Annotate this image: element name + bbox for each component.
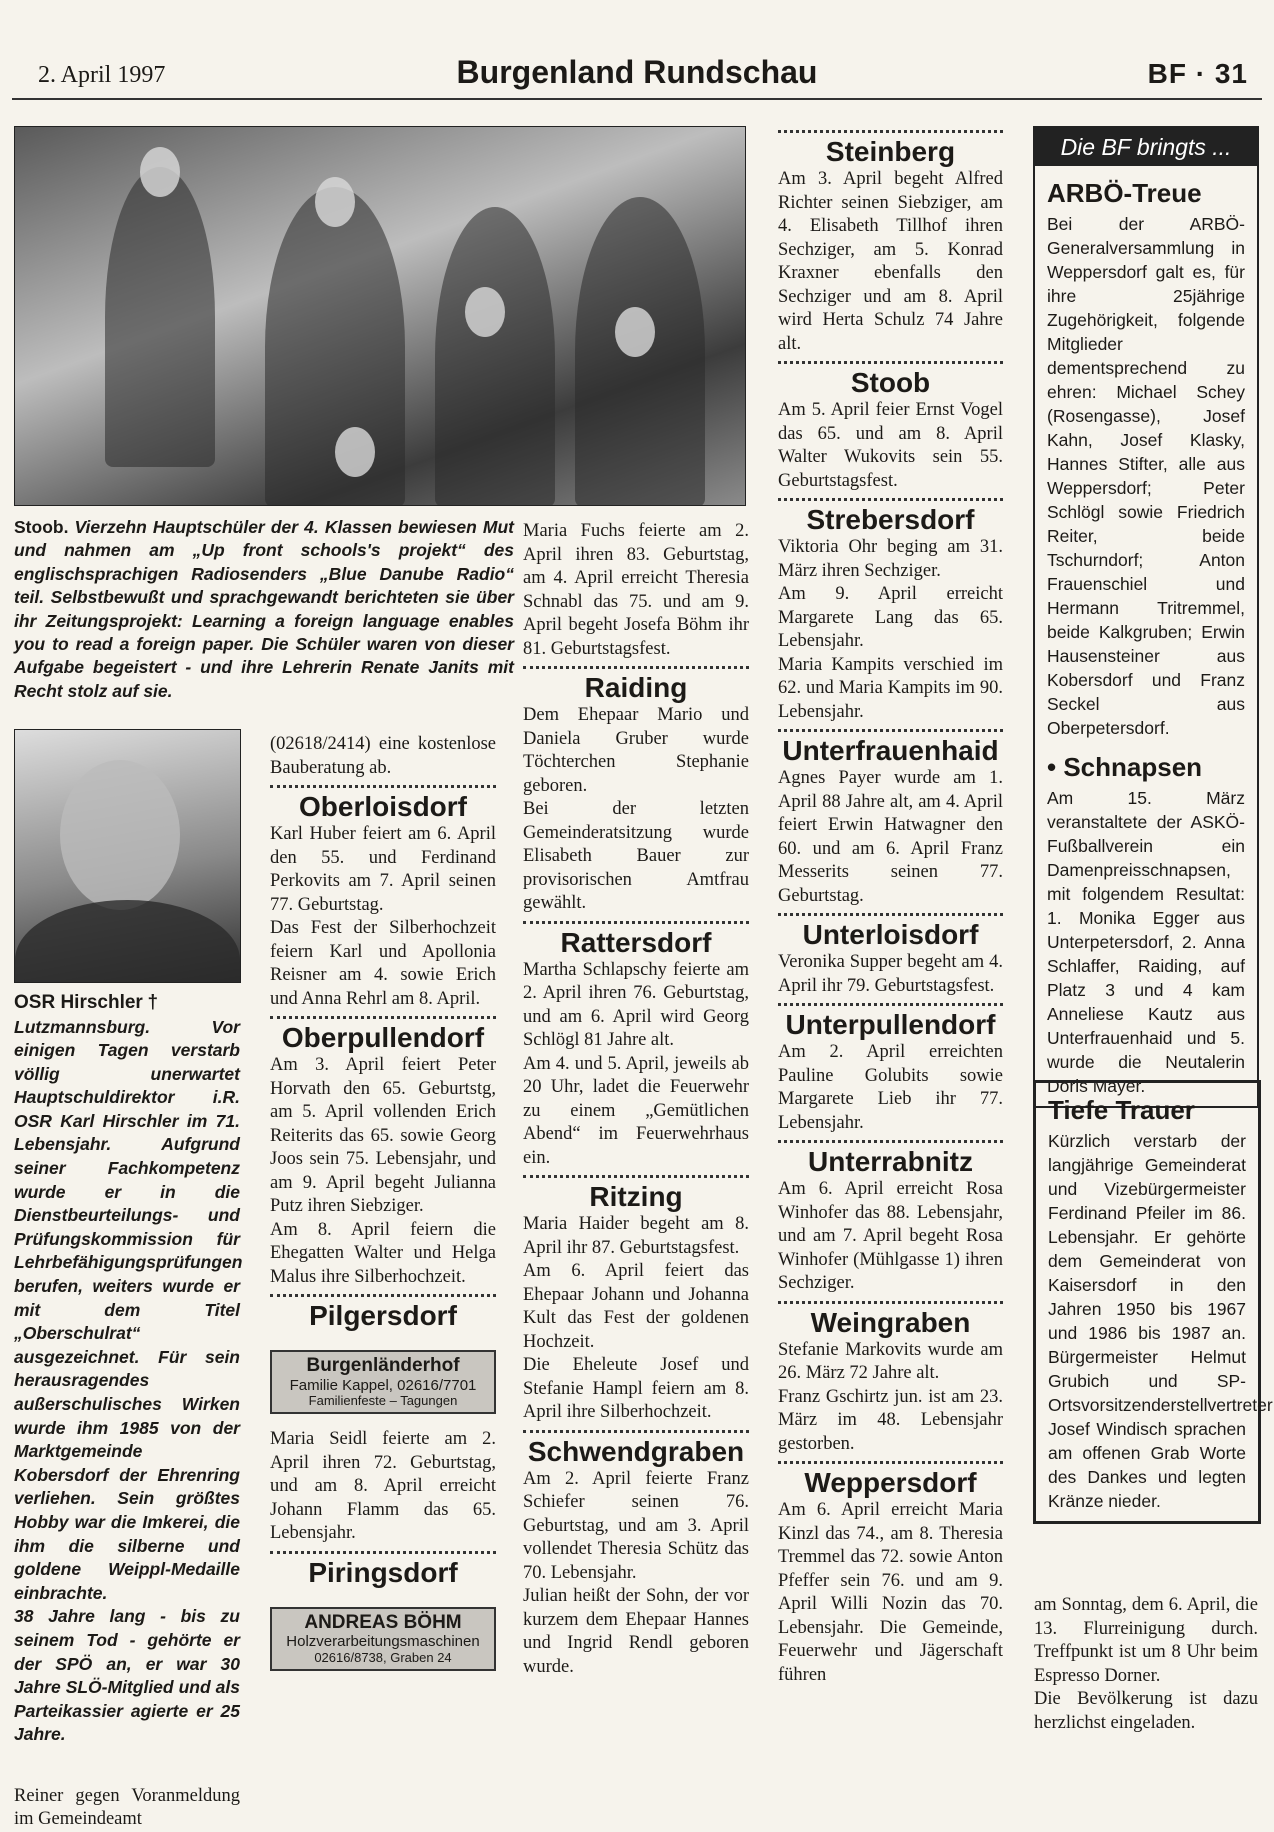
item-text: Am 15. März veranstaltete der ASKÖ-Fußballverein ein Damenpreisschnapsen, mit folgendem Resultat: 1. Monika Egger aus Unterpetersdorf, 2. Anna Schlaffer, Raiding, auf Platz 3 und 4 kam Anneliese Kautz aus Unterfrauenhaid und 5. wurde die Neutalerin Doris Mayer. (1047, 788, 1245, 1096)
section-title-weppersdorf: Weppersdorf (804, 1467, 977, 1498)
intro-paragraph: (02618/2414) eine kostenlose Bauberatung ab. (270, 734, 496, 778)
news-paragraph: Am 3. April begeht Alfred Richter seinen Siebziger, am 4. Elisabeth Tillhof ihren Sechziger, am 5. Konrad Kraxner ebenfalls den Sechziger und am 8. April wird Herta Schulz 74 Jahre alt. (778, 169, 1003, 354)
section-title-stoob: Stoob (850, 367, 931, 398)
dotted-separator (523, 1175, 749, 1178)
portrait-photo-hirschler (14, 729, 241, 983)
box-tiefe-trauer (1033, 1080, 1273, 1524)
trauer-body (1036, 1083, 1273, 1521)
item-title: • Schnapsen (1047, 752, 1203, 782)
section-title-pilgersdorf: Pilgersdorf (309, 1300, 457, 1331)
section-title-unterloisdorf: Unterloisdorf (802, 919, 979, 950)
ad-line: Familienfeste – Tagungen (308, 1393, 458, 1409)
photo-face (60, 760, 180, 910)
cross-icon: † (147, 992, 159, 1013)
photo-figure (15, 900, 240, 983)
dotted-separator (778, 1003, 1003, 1006)
news-paragraph: Am 6. April feiert das Ehepaar Johann und Johanna Kult das Fest der goldenen Hochzeit. (523, 1261, 749, 1352)
page-number: BF · 31 (1147, 58, 1248, 89)
newspaper-title: Burgenland Rundschau (456, 54, 818, 90)
news-paragraph: Am 6. April erreicht Rosa Winhofer das 88. Lebensjahr, und am 7. April begeht Rosa Winhofer (Mühlgasse 1) ihren Sechziger. (778, 1179, 1003, 1293)
ad-line: Familie Kappel, 02616/7701 (289, 1376, 477, 1394)
news-paragraph: Viktoria Ohr beging am 31. März ihren Sechziger. (778, 537, 1003, 581)
news-paragraph: Am 4. und 5. April, jeweils ab 20 Uhr, ladet die Feuerwehr zu einem „Gemütlichen Abend“ im Feuerwehrhaus ein. (523, 1053, 749, 1168)
dotted-separator (778, 498, 1003, 501)
section-title-steinberg: Steinberg (825, 136, 956, 167)
news-paragraph: Maria Kampits verschied im 62. und Maria Kampits im 90. Lebensjahr. (778, 654, 1003, 722)
column-3 (523, 520, 749, 1679)
column-4 (778, 125, 1003, 1687)
dotted-separator (778, 913, 1003, 916)
caption-text: Vierzehn Hauptschüler der 4. Klassen bewiesen Mut und nahmen am „Up front schools's projekt“ des englischsprachigen Radiosenders „Blue Danube Radio“ teil. Selbstbewußt und sprachgewandt berichteten sie über ihr Zeitungsprojekt: Learning a foreign language enables you to read a foreign paper. Die Schüler waren von dieser Aufgabe begeistert - und ihre Lehrerin Renate Janits mit Recht stolz auf sie. (14, 517, 514, 701)
dotted-separator (778, 1301, 1003, 1304)
dotted-separator (270, 785, 496, 788)
column-obituary (14, 992, 243, 1832)
obituary-title (14, 992, 240, 1016)
news-paragraph: Martha Schlapschy feierte am 2. April ihren 76. Geburtstag, und am 6. April wird Georg Schlögl 81 Jahre alt. (523, 959, 749, 1050)
dotted-separator (778, 1140, 1003, 1143)
section-title-unterrabnitz: Unterrabnitz (808, 1146, 973, 1177)
dotted-separator (523, 1430, 749, 1433)
photo-face (465, 287, 505, 337)
section-title-oberloisdorf: Oberloisdorf (298, 791, 467, 822)
dotted-separator (523, 921, 749, 924)
dotted-separator (778, 361, 1003, 364)
section-title-ritzing: Ritzing (589, 1181, 683, 1212)
news-paragraph: Das Fest der Silberhochzeit feiern Karl und Apollonia Reisner am 4. sowie Erich und Anna Rehrl am 8. April. (270, 918, 496, 1009)
obituary-continuation: Reiner gegen Voranmeldung im Gemeindeamt (14, 1785, 240, 1830)
section-title-unterfrauenhaid: Unterfrauenhaid (782, 735, 999, 766)
issue-date: 2. April 1997 (38, 62, 166, 88)
sidebar-box-header: Die BF bringts ... (1035, 128, 1257, 166)
item-title: ARBÖ-Treue (1047, 178, 1202, 208)
news-paragraph: Franz Gschirtz jun. ist am 23. März im 48. Lebensjahr gestorben. (778, 1386, 1003, 1454)
news-paragraph: Maria Seidl feierte am 2. April ihren 72. Geburtstag, und am 8. April erreicht Johann Flamm das 65. Lebensjahr. (270, 1429, 496, 1544)
section-title-piringsdorf: Piringsdorf (308, 1556, 458, 1588)
ad-line: Burgenländerhof (306, 1355, 460, 1376)
news-paragraph: Die Eheleute Josef und Stefanie Hampl feiern am 8. April ihre Silberhochzeit. (523, 1355, 749, 1422)
dotted-separator (778, 130, 1003, 133)
photo-figure (435, 207, 555, 506)
news-paragraph: Bei der letzten Gemeinderatsitzung wurde Elisabeth Bauer zur provisorischen Amtfrau gewählt. (523, 799, 749, 913)
dotted-separator (778, 729, 1003, 732)
dotted-separator (778, 1461, 1003, 1464)
news-paragraph: Julian heißt der Sohn, der vor kurzem dem Ehepaar Hannes und Ingrid Rendl geboren wurde. (523, 1586, 749, 1677)
group-photo-students (14, 126, 746, 506)
dotted-separator (270, 1551, 496, 1554)
caption-lead: Stoob. (14, 517, 69, 537)
news-paragraph: Am 5. April feier Ernst Vogel das 65. und am 8. April Walter Wukovits sein 55. Geburtstagsfest. (778, 400, 1003, 491)
intro-paragraph: Maria Fuchs feierte am 2. April ihren 83. Geburtstag, am 4. April erreicht Theresia Schnabl das 75. und am 9. April begeht Josefa Böhm ihr 81. Geburtstagsfest. (523, 521, 749, 659)
photo-figure (105, 167, 215, 467)
section-title-rattersdorf: Rattersdorf (560, 926, 712, 958)
ad-line: 02616/8738, Graben 24 (314, 1649, 452, 1665)
news-paragraph: Maria Haider begeht am 8. April ihr 87. Geburtstagsfest. (523, 1214, 749, 1258)
section-title-strebersdorf: Strebersdorf (806, 504, 975, 535)
sidebar-box-body (1035, 166, 1257, 1106)
continuation-paragraph: am Sonntag, dem 6. April, die 13. Flurreinigung durch. Treffpunkt ist um 8 Uhr beim Espresso Dorner. (1034, 1595, 1258, 1686)
column-5-continuation (1034, 1594, 1258, 1735)
continuation-paragraph: Die Bevölkerung ist dazu herzlichst eingeladen. (1034, 1689, 1258, 1733)
header-rule (12, 98, 1262, 100)
sidebar-box-bf-bringts (1033, 126, 1259, 1108)
news-paragraph: Agnes Payer wurde am 1. April 88 Jahre alt, am 4. April feiert Erwin Hatwagner den 60. und am 6. April Franz Messerits seinen 77. Geburtstag. (778, 768, 1003, 906)
section-title-oberpullendorf: Oberpullendorf (281, 1022, 485, 1053)
news-paragraph: Am 2. April erreichten Pauline Golubits sowie Margarete Lieb ihr 77. Lebensjahr. (778, 1042, 1003, 1133)
section-title-unterpullendorf: Unterpullendorf (785, 1009, 996, 1040)
dotted-separator (270, 1016, 496, 1019)
news-paragraph: Am 9. April erreicht Margarete Lang das 65. Lebensjahr. (778, 584, 1003, 651)
photo-face (140, 147, 180, 197)
section-title-schwendgraben: Schwendgraben (527, 1435, 745, 1467)
news-paragraph: Dem Ehepaar Mario und Daniela Gruber wurde Töchterchen Stephanie geboren. (523, 705, 749, 796)
column-2 (270, 733, 496, 1685)
dotted-separator (270, 1294, 496, 1297)
advertisement-piringsdorf (270, 1607, 496, 1671)
obituary-paragraph: 38 Jahre lang - bis zu seinem Tod - gehörte er der SPÖ an, er war 30 Jahre SLÖ-Mitglied und als Parteikassier agierte er 25 Jahre. (14, 1606, 240, 1745)
advertisement-pilgersdorf (270, 1350, 496, 1414)
news-paragraph: Am 8. April feiern die Ehegatten Walter und Helga Malus ihre Silberhochzeit. (270, 1219, 496, 1287)
section-title-weingraben: Weingraben (810, 1306, 971, 1338)
photo-face (315, 177, 355, 227)
ad-line: Holzverarbeitungsmaschinen (286, 1633, 480, 1651)
news-paragraph: Veronika Supper begeht am 4. April ihr 79. Geburtstagsfest. (778, 952, 1003, 996)
dotted-separator (523, 666, 749, 669)
photo-face (335, 427, 375, 477)
news-paragraph: Karl Huber feiert am 6. April den 55. und Ferdinand Perkovits am 7. April seinen 77. Geburtstag. (270, 824, 496, 915)
news-paragraph: Am 2. April feierte Franz Schiefer seinen 76. Geburtstag, und am 3. April vollendet Theresia Schütz das 70. Lebensjahr. (523, 1468, 749, 1583)
section-title-raiding: Raiding (584, 672, 688, 703)
obituary-paragraph: Lutzmannsburg. Vor einigen Tagen verstarb völlig unerwartet Hauptschuldirektor i.R. OSR Karl Hirschler im 71. Lebensjahr. Aufgrund seiner Fachkompetenz wurde er in die Dienstbeurteilungs- und Prüfungskommission für Lehrbefähigungsprüfungen berufen, weiters wurde er mit dem Titel „Oberschulrat“ ausgezeichnet. Für sein herausragendes außerschulisches Wirken wurde ihm 1985 von der Marktgemeinde Kobersdorf der Ehrenring verliehen. Sein größtes Hobby war die Imkerei, die ihm die silberne und goldene Weippl-Medaille einbrachte. (14, 1016, 243, 1603)
photo-face (615, 307, 655, 357)
obituary-heading: OSR Hirschler (14, 992, 143, 1013)
item-text: Bei der ARBÖ-Generalversammlung in Weppersdorf galt es, für ihre 25jährige Zugehörigkeit, folgende Mitglieder dementsprechend zu ehren: Michael Schey (Rosengasse), Josef Kahn, Josef Klasky, Hannes Stifter, alle aus Weppersdorf; Peter Schlögl sowie Friedrich Reiter, beide Tschurndorf; Anton Frauenschiel und Hermann Tritremmel, beide Kalkgruben; Erwin Hausensteiner aus Kobersdorf und Franz Seckel aus Oberpetersdorf. (1047, 214, 1245, 738)
news-paragraph: Stefanie Markovits wurde am 26. März 72 Jahre alt. (778, 1339, 1003, 1383)
trauer-title: Tiefe Trauer (1048, 1095, 1195, 1125)
news-paragraph: Am 3. April feiert Peter Horvath den 65. Geburtstg, am 5. April vollenden Erich Reiterits das 65. sowie Georg Joos sein 75. Lebensjahr, und am 9. April begeht Julianna Putz ihren Siebziger. (270, 1055, 496, 1216)
photo-caption (14, 516, 514, 703)
news-paragraph: Am 6. April erreicht Maria Kinzl das 74., am 8. Theresia Tremmel das 72. sowie Anton Pfeffer sein 76. und am 9. April Willi Nozin das 70. Lebensjahr. Die Gemeinde, Feuerwehr und Jägerschaft führen (778, 1500, 1003, 1685)
ad-line: ANDREAS BÖHM (304, 1611, 462, 1633)
trauer-text: Kürzlich verstarb der langjährige Gemeinderat und Vizebürgermeister Ferdinand Pfeiler im 86. Lebensjahr. Er gehörte dem Gemeinderat von Kaisersdorf in den Jahren 1950 bis 1967 und 1986 bis 1987 an. Bürgermeister Helmut Grubich und SP-Ortsvorsitzenderstellvertreter Josef Windisch sprachen am offenen Grab Worte des Dankes und legten Kränze nieder. (1048, 1131, 1273, 1511)
